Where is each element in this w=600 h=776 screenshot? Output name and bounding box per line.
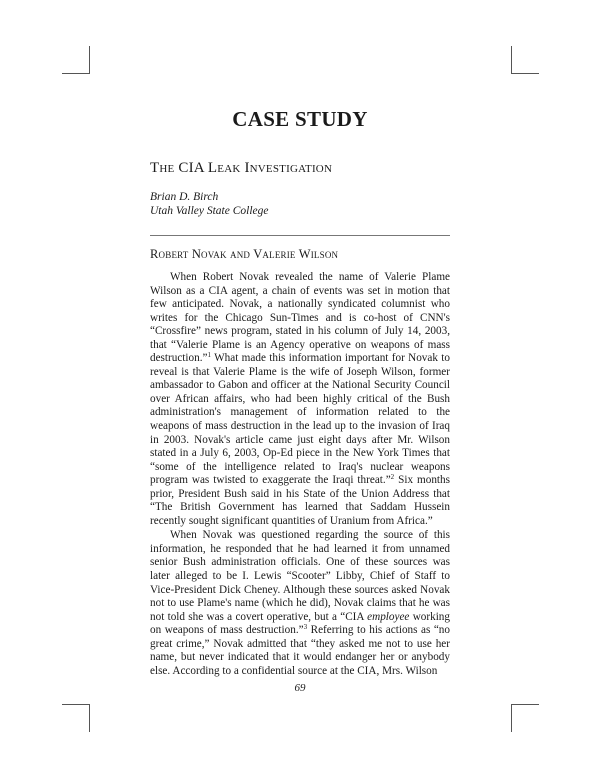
paragraph-text: When Robert Novak revealed the name of Valerie Plame Wilson as a CIA agent, a chain of events was set in motion that few anticipated. Novak, a nationally syndicated columnist who writes for the Chicago Sun-Times and is co-host of CNN's “Crossfire” news program, stated in his column of July 14, 2003, that “Valerie Plame is an Agency operative on weapons of mass destruction.” xyxy=(150,271,450,365)
article-title: The CIA Leak Investigation xyxy=(150,160,333,176)
section-divider xyxy=(150,235,450,236)
crop-mark-top-right-v xyxy=(511,46,512,74)
author-name: Brian D. Birch xyxy=(150,191,219,203)
paragraph-text: Referring to his actions as “no great crime,” Novak admitted that “they asked me not to use her name, but never indicated that it would endanger her or anybody else. According to a confidential source at the CIA, Mrs. Wilson xyxy=(150,624,450,677)
paragraph-text: What made this information important for Novak to reveal is that Valerie Plame is the wife of Joseph Wilson, former ambassador to Gabon and officer at the National Security Council over African affairs, who had been highly critical of the Bush administration's management of information related to the weapons of mass destruction in the lead up to the invasion of Iraq in 2003. Novak's article came just eight days after Mr. Wilson stated in a July 6, 2003, Op-Ed piece in the New York Times that “some of the intelligence related to Iraq's nuclear weapons program was twisted to exaggerate the Iraqi threat.” xyxy=(150,352,450,487)
author-block xyxy=(150,190,269,218)
paragraph-text: When Novak was questioned regarding the source of this information, he responded that he had learned it from unnamed senior Bush administration officials. One of these sources was later alleged to be I. Lewis “Scooter” Libby, Chief of Staff to Vice-President Dick Cheney. Although these sources asked Novak not to use Plame's name (which he did), Novak claims that he was not told she was a covert operative, but a “CIA xyxy=(150,529,450,623)
article-body xyxy=(150,271,450,678)
crop-mark-bottom-right-v xyxy=(511,704,512,732)
crop-mark-bottom-right-h xyxy=(511,704,539,705)
footnote-ref: 2 xyxy=(390,473,395,482)
crop-mark-bottom-left-h xyxy=(62,704,90,705)
paragraph-text: Six months prior, President Bush said in his State of the Union Address that “The British Government has learned that Saddam Hussein recently sought significant quantities of Uranium from Africa.” xyxy=(150,474,450,527)
crop-mark-bottom-left-v xyxy=(89,704,90,732)
paragraph xyxy=(150,271,450,528)
footnote-ref: 3 xyxy=(303,623,308,632)
crop-mark-top-right-h xyxy=(511,73,539,74)
paragraph-text: working on weapons of mass destruction.” xyxy=(150,610,450,637)
emphasis-text: employee xyxy=(367,610,410,623)
footnote-ref: 1 xyxy=(207,351,211,360)
crop-mark-top-left-h xyxy=(62,73,90,74)
section-title: Robert Novak and Valerie Wilson xyxy=(150,247,339,261)
paragraph xyxy=(150,529,450,678)
crop-mark-top-left-v xyxy=(89,46,90,74)
page-heading: CASE STUDY xyxy=(232,107,368,131)
author-affiliation: Utah Valley State College xyxy=(150,205,269,217)
page-number: 69 xyxy=(294,682,306,694)
